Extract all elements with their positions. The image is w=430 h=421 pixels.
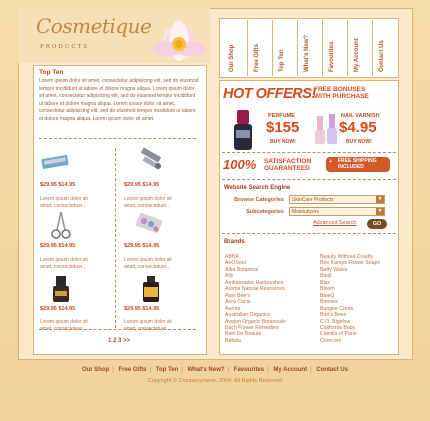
product-desc: Lorem ipsum dolor sit amet, consectetuer... bbox=[40, 257, 88, 270]
brand-link[interactable]: Australian Organics bbox=[225, 312, 271, 319]
eyeshadow-palette-icon bbox=[134, 210, 164, 240]
product-price: $29.95 $14.95 bbox=[40, 306, 76, 312]
footer-link[interactable]: My Account bbox=[273, 367, 308, 373]
product-price: $29.95 $14.95 bbox=[40, 243, 76, 249]
brand-link[interactable]: Bonnes bbox=[320, 299, 338, 306]
nav-separator bbox=[247, 20, 248, 76]
brand-link[interactable]: Bloom bbox=[320, 286, 335, 293]
top-ten-title: Top Ten bbox=[39, 69, 64, 76]
product-desc: Lorem ipsum dolor sit amet, consectetuer... bbox=[40, 196, 88, 209]
nav-separator bbox=[372, 20, 373, 76]
brand-link[interactable]: ABBA bbox=[225, 254, 239, 260]
scissors-icon bbox=[46, 210, 76, 240]
free-shipping-badge: + FREE SHIPPING INCLUDED bbox=[326, 157, 390, 172]
brand-link[interactable]: Blax bbox=[320, 279, 331, 286]
divider-vertical bbox=[115, 148, 116, 328]
brand-link[interactable]: Carecare bbox=[320, 337, 342, 344]
brand-link[interactable]: Ally bbox=[225, 273, 234, 280]
brand-link[interactable]: Bach Flower Remedies bbox=[225, 324, 279, 331]
satisfaction-text: SATISFACTION GUARANTEED bbox=[264, 158, 312, 172]
brand-link[interactable]: California Baby bbox=[320, 324, 356, 331]
product-price: $29.95 $14.95 bbox=[40, 182, 76, 188]
nav-favourites[interactable]: Favourites bbox=[329, 41, 335, 72]
nail-varnish-buy-now[interactable]: BUY NOW! bbox=[346, 139, 372, 145]
brand-link[interactable]: Camilla of Paris bbox=[320, 331, 357, 338]
search-title: Website Search Engine bbox=[224, 185, 291, 191]
advanced-search-link[interactable]: Advanced Search bbox=[313, 220, 357, 226]
brands-list-left bbox=[225, 254, 286, 344]
divider bbox=[222, 233, 396, 234]
nav-separator bbox=[322, 20, 323, 76]
perfume-bottle-icon[interactable] bbox=[228, 108, 258, 152]
brand-link[interactable]: Burt's Bees bbox=[320, 312, 347, 319]
brand-link[interactable]: Aunt Bee's bbox=[225, 292, 250, 299]
pagination[interactable]: 1 2 3 >> bbox=[108, 338, 131, 344]
go-button[interactable]: GO bbox=[367, 219, 387, 229]
chevron-down-icon: ▼ bbox=[377, 196, 383, 202]
hot-offers-subtitle: FREE BONUSES WITH PURCHASE bbox=[314, 86, 369, 100]
footer-link[interactable]: Top Ten bbox=[155, 367, 179, 373]
top-ten-text: Lorem ipsum dolor sit amet, consectetur adipisicing elit, sed do eiusmod tempor incididunt ut labore et dolore magna aliqua. Lorem ipsum dolor sit amet, consectetur adipisicing elit, sed do eiusmod tempor incididunt ut labore et dolore magna aliqua. Lorem ipsum dolor sit amet, consectetur adipisicing elit, sed do eiusmod tempor incididunt ut labore et dolore magna aliqua. Lorem ipsum dolor sit amet. bbox=[39, 78, 199, 122]
nav-my-account[interactable]: My Account bbox=[354, 38, 360, 72]
nav-separator bbox=[347, 20, 348, 76]
footer-link[interactable]: Our Shop bbox=[81, 367, 110, 373]
perfume-price: $155 bbox=[266, 119, 300, 136]
logo-subtitle: PRODUCTS bbox=[40, 44, 90, 50]
brand-link[interactable]: Bee Kamps Flower Soaps bbox=[320, 260, 380, 267]
brand-link[interactable]: Bindi bbox=[320, 273, 332, 280]
brand-link[interactable]: Betty Wales bbox=[320, 266, 348, 273]
brands-list-right bbox=[320, 254, 380, 344]
brand-link[interactable]: Bafalia bbox=[225, 337, 241, 344]
lotion-bottle-icon bbox=[136, 274, 166, 304]
nail-varnish-label: NAIL VARNISH bbox=[341, 113, 380, 119]
logo[interactable]: Cosmetique bbox=[36, 14, 152, 38]
product-price: $29.95 $14.95 bbox=[124, 182, 160, 188]
footer-link[interactable]: Favourites bbox=[233, 367, 265, 373]
satisfaction-percent: 100% bbox=[223, 157, 257, 172]
divider bbox=[222, 179, 396, 180]
product-desc: Lorem ipsum dolor sit amet, consectetuer... bbox=[124, 257, 172, 270]
divider bbox=[222, 152, 396, 153]
footer-link[interactable]: Free Gifts bbox=[118, 367, 147, 373]
plus-icon: + bbox=[329, 159, 332, 165]
product-price: $29.95 $14.95 bbox=[124, 243, 160, 249]
brand-link[interactable]: Beauty Without Cruelty bbox=[320, 254, 374, 260]
perfume-buy-now[interactable]: BUY NOW! bbox=[270, 139, 296, 145]
hot-offers-title: HOT OFFERS! bbox=[223, 86, 316, 102]
brand-link[interactable]: Aura Cacia bbox=[225, 299, 251, 306]
perfume-label: PERFUME bbox=[268, 113, 295, 119]
product-desc: Lorem ipsum dolor sit amet, consectetuer... bbox=[124, 196, 172, 209]
nav-whats-new[interactable]: What's New? bbox=[304, 34, 310, 72]
copyright: Copyright © Companyname, 2004. All Rights Reserved bbox=[147, 378, 283, 384]
product-desc: Lorem ipsum dolor sit amet, consectetuer... bbox=[124, 319, 172, 332]
footer-link[interactable]: Contact Us bbox=[316, 367, 349, 373]
footer-link[interactable]: What's New? bbox=[187, 367, 225, 373]
brands-title: Brands bbox=[224, 239, 245, 245]
nav-top-ten[interactable]: Top Ten bbox=[279, 49, 285, 72]
brand-link[interactable]: Ambassador Hairbrushes bbox=[225, 279, 284, 286]
brand-link[interactable]: BlueQ bbox=[320, 292, 335, 299]
nail-polish-icon bbox=[46, 274, 76, 304]
nail-varnish-price: $4.95 bbox=[339, 119, 377, 136]
product-desc: Lorem ipsum dolor sit amet, consectetuer... bbox=[40, 319, 88, 332]
nav-separator bbox=[272, 20, 273, 76]
brand-link[interactable]: Aurora bbox=[225, 305, 241, 312]
subcategories-label: Subcategories bbox=[246, 209, 284, 215]
brand-link[interactable]: Avalon Organic Botanicals bbox=[225, 318, 286, 325]
brand-link[interactable]: Aroma Natural Resources bbox=[225, 286, 285, 293]
nail-clipper-icon bbox=[136, 146, 166, 176]
product-price: $29.95 $14.95 bbox=[124, 306, 160, 312]
nav-contact-us[interactable]: Contact Us bbox=[379, 40, 385, 72]
browse-categories-label: Browse Categories bbox=[234, 197, 284, 203]
brand-link[interactable]: Bain De Beaute bbox=[225, 331, 262, 338]
divider bbox=[39, 138, 196, 139]
subcategories-select[interactable]: Moisturizers ▼ bbox=[289, 207, 385, 216]
brand-link[interactable]: AirOSoul bbox=[225, 260, 246, 267]
nav-separator bbox=[297, 20, 298, 76]
nav-our-shop[interactable]: Our Shop bbox=[229, 44, 235, 72]
footer-nav: Our Shop | Free Gifts | Top Ten | What's New? | Favourites | My Account | Contact Us bbox=[81, 367, 349, 373]
brand-link[interactable]: Alba Botanical bbox=[225, 266, 259, 273]
tweezers-icon bbox=[40, 148, 70, 178]
brand-link[interactable]: Bungee Cords bbox=[320, 305, 354, 312]
lotus-flower-icon bbox=[148, 13, 210, 65]
browse-categories-select[interactable]: SkinCare Products ▼ bbox=[289, 195, 385, 204]
brand-link[interactable]: C.O. Bigelow bbox=[320, 318, 351, 325]
nav-free-gifts[interactable]: Free Gifts bbox=[254, 43, 260, 72]
chevron-down-icon: ▼ bbox=[377, 208, 383, 214]
